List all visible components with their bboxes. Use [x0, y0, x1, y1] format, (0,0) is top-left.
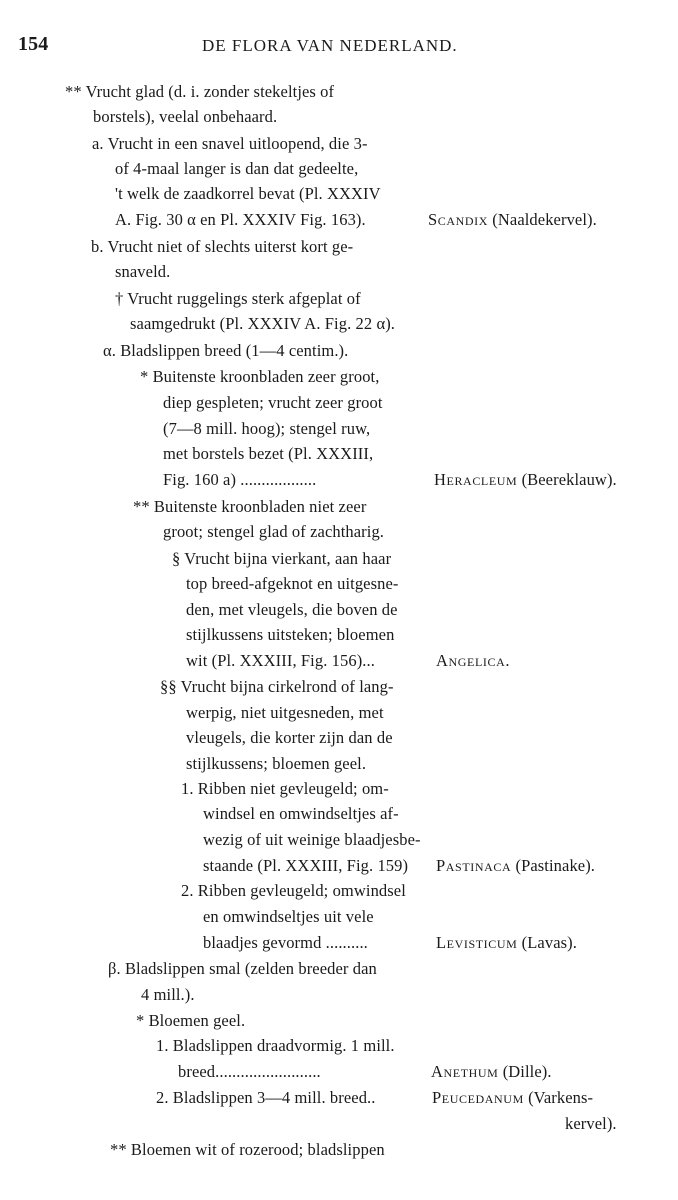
- text-line: wit (Pl. XXXIII, Fig. 156)...: [186, 651, 375, 670]
- genus-anethum: [431, 1062, 552, 1082]
- text-line: wezig of uit weinige blaadjesbe-: [203, 830, 421, 849]
- genus-name: Scandix: [428, 210, 489, 229]
- text-line: ** Buitenste kroonbladen niet zeer: [133, 497, 367, 516]
- text-line: of 4-maal langer is dan dat gedeelte,: [115, 159, 359, 178]
- text-line: β. Bladslippen smal (zelden breeder dan: [108, 959, 377, 978]
- text-line: vleugels, die korter zijn dan de: [186, 728, 393, 747]
- text-line: 2. Bladslippen 3—4 mill. breed..: [156, 1088, 376, 1107]
- text-line: saamgedrukt (Pl. XXXIV A. Fig. 22 α).: [130, 314, 396, 333]
- text-line: §§ Vrucht bijna cirkelrond of lang-: [160, 677, 394, 696]
- running-title: DE FLORA VAN NEDERLAND.: [202, 36, 458, 55]
- text-line: snaveld.: [115, 262, 171, 281]
- text-line: werpig, niet uitgesneden, met: [186, 703, 384, 722]
- text-line: met borstels bezet (Pl. XXXIII,: [163, 444, 374, 463]
- genus-name: Levisticum: [436, 933, 518, 952]
- text-line: 1. Ribben niet gevleugeld; om-: [181, 779, 389, 798]
- genus-name: Pastinaca: [436, 856, 512, 875]
- text-line: * Bloemen geel.: [136, 1011, 246, 1030]
- text-line: ** Bloemen wit of rozerood; bladslippen: [110, 1140, 385, 1159]
- text-line: † Vrucht ruggelings sterk afgeplat of: [115, 289, 361, 308]
- text-line: 4 mill.).: [141, 985, 195, 1004]
- text-line: en omwindseltjes uit vele: [203, 907, 374, 926]
- text-line: diep gespleten; vrucht zeer groot: [163, 393, 383, 412]
- genus-levisticum: [436, 933, 577, 953]
- common-name: (Beereklauw).: [521, 470, 617, 489]
- common-name: (Varkens-: [528, 1088, 594, 1107]
- text-line: breed.........................: [178, 1062, 321, 1081]
- genus-scandix: [428, 210, 597, 230]
- text-line: groot; stengel glad of zachtharig.: [163, 522, 385, 541]
- text-line: § Vrucht bijna vierkant, aan haar: [172, 549, 392, 568]
- genus-heracleum: [434, 470, 617, 490]
- text-line: stijlkussens; bloemen geel.: [186, 754, 367, 773]
- text-line: windsel en omwindseltjes af-: [203, 804, 399, 823]
- text-line: 2. Ribben gevleugeld; omwindsel: [181, 881, 406, 900]
- common-name-continuation: kervel).: [565, 1114, 617, 1133]
- common-name: (Naaldekervel).: [492, 210, 597, 229]
- text-line: top breed-afgeknot en uitgesne-: [186, 574, 399, 593]
- text-line: (7—8 mill. hoog); stengel ruw,: [163, 419, 371, 438]
- text-line: borstels), veelal onbehaard.: [93, 107, 278, 126]
- common-name: (Dille).: [502, 1062, 552, 1081]
- genus-peucedanum: [432, 1088, 593, 1108]
- text-line: * Buitenste kroonbladen zeer groot,: [140, 367, 380, 386]
- text-line: a. Vrucht in een snavel uitloopend, die 3-: [92, 134, 368, 153]
- text-line: ** Vrucht glad (d. i. zonder stekeltjes of: [65, 82, 335, 101]
- page-number: 154: [18, 33, 49, 55]
- genus-name: Anethum: [431, 1062, 499, 1081]
- text-line: staande (Pl. XXXIII, Fig. 159): [203, 856, 409, 875]
- common-name: (Lavas).: [521, 933, 577, 952]
- genus-name: Heracleum: [434, 470, 518, 489]
- text-line: A. Fig. 30 α en Pl. XXXIV Fig. 163).: [115, 210, 366, 229]
- genus-name: Angelica.: [436, 651, 511, 670]
- common-name: (Pastinake).: [515, 856, 596, 875]
- genus-angelica: [436, 651, 510, 671]
- text-line: b. Vrucht niet of slechts uiterst kort ge-: [91, 237, 354, 256]
- genus-pastinaca: [436, 856, 595, 876]
- text-line: 1. Bladslippen draadvormig. 1 mill.: [156, 1036, 395, 1055]
- genus-name: Peucedanum: [432, 1088, 524, 1107]
- text-line: Fig. 160 a) ..................: [163, 470, 317, 489]
- text-line: 't welk de zaadkorrel bevat (Pl. XXXIV: [115, 184, 381, 203]
- text-line: α. Bladslippen breed (1—4 centim.).: [103, 341, 349, 360]
- text-line: den, met vleugels, die boven de: [186, 600, 398, 619]
- text-line: blaadjes gevormd ..........: [203, 933, 368, 952]
- text-line: stijlkussens uitsteken; bloemen: [186, 625, 395, 644]
